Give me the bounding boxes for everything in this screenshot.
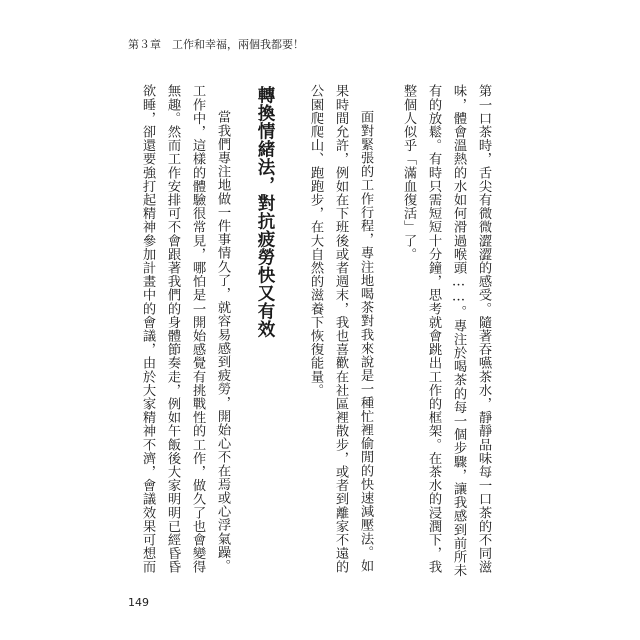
text-column: 第一口茶時，舌尖有微微澀澀的感受。隨著吞嚥茶水，靜靜品味每一口茶的不同滋 <box>476 84 491 574</box>
text-column: 果時間允許，例如在下班後或者週末，我也喜歡在社區裡散步，或者到離家不遠的 <box>333 84 348 574</box>
text-column: 當我們專注地做一件事情久了，就容易感到疲勞，開始心不在焉或心浮氣躁。 <box>215 110 230 573</box>
text-column: 公園爬爬山、跑跑步，在大自然的滋養下恢復能量。 <box>308 84 323 397</box>
running-header: 第３章 工作和幸福，兩個我都要！ <box>128 38 304 51</box>
text-column: 有的放鬆。有時只需短短十分鐘，思考就會跳出工作的框架。在茶水的浸潤下，我 <box>426 84 441 574</box>
text-column: 味，體會溫熱的水如何滑過喉頭……。專注於喝茶的每一個步驟，讓我感到前所未 <box>451 84 466 577</box>
text-column: 整個人似乎「滿血復活」了。 <box>401 84 416 261</box>
section-heading: 轉換情緒法，對抗疲勞快又有效 <box>255 86 275 338</box>
page-number: 149 <box>128 596 149 609</box>
text-column: 無趣。然而工作安排可不會跟著我們的身體節奏走，例如午飯後大家明明已經昏昏 <box>165 84 180 574</box>
text-column: 面對緊張的工作行程，專注地喝茶對我來說是一種忙裡偷閒的快速減壓法。如 <box>358 110 373 573</box>
text-column: 工作中，這樣的體驗很常見，哪怕是一開始感覺有挑戰性的工作，做久了也會變得 <box>190 84 205 574</box>
text-column: 欲睡，卻還要強打起精神參加計畫中的會議，由於大家精神不濟，會議效果可想而 <box>140 84 155 574</box>
